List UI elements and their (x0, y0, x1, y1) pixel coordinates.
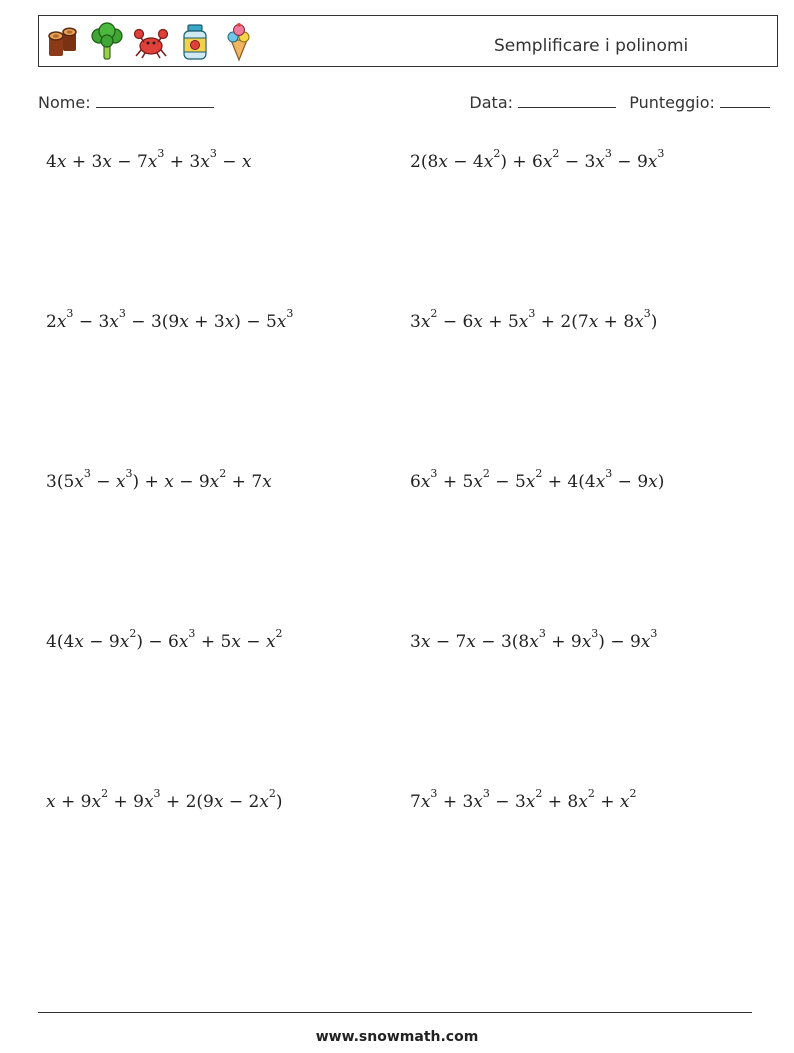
problem-7: $4(4x - 9x^2) - 6x^3 + 5x - x^2$ (46, 627, 283, 652)
date-score-fields (469, 93, 770, 112)
date-label: Data: (469, 93, 514, 112)
logs-icon (45, 22, 81, 62)
problem-2: $2(8x - 4x^2) + 6x^2 - 3x^3 - 9x^3$ (410, 147, 665, 172)
problem-5: $3(5x^3 - x^3) + x - 9x^2 + 7x$ (46, 467, 272, 492)
header-icons (45, 21, 257, 63)
score-label: Punteggio: (629, 93, 715, 112)
footer-site: www.snowmath.com (315, 1029, 479, 1045)
name-blank[interactable] (96, 93, 214, 108)
footer-divider (38, 1012, 752, 1013)
jam-jar-icon (177, 22, 213, 62)
crab-icon (133, 22, 169, 62)
problem-3: $2x^3 - 3x^3 - 3(9x + 3x) - 5x^3$ (46, 307, 294, 332)
date-blank[interactable] (518, 93, 616, 108)
broccoli-icon (89, 22, 125, 62)
score-blank[interactable] (720, 93, 770, 108)
page-title: Semplificare i polinomi (494, 36, 689, 56)
header-box (38, 15, 778, 67)
problem-8: $3x - 7x - 3(8x^3 + 9x^3) - 9x^3$ (410, 627, 658, 652)
name-field (38, 93, 214, 112)
problem-10: $7x^3 + 3x^3 - 3x^2 + 8x^2 + x^2$ (410, 787, 637, 812)
problem-1: $4x + 3x - 7x^3 + 3x^3 - x$ (46, 147, 252, 172)
problem-6: $6x^3 + 5x^2 - 5x^2 + 4(4x^3 - 9x)$ (410, 467, 665, 492)
ice-cream-icon (221, 22, 257, 62)
problem-9: $x + 9x^2 + 9x^3 + 2(9x - 2x^2)$ (46, 787, 283, 812)
name-label: Nome: (38, 93, 91, 112)
problem-4: $3x^2 - 6x + 5x^3 + 2(7x + 8x^3)$ (410, 307, 658, 332)
